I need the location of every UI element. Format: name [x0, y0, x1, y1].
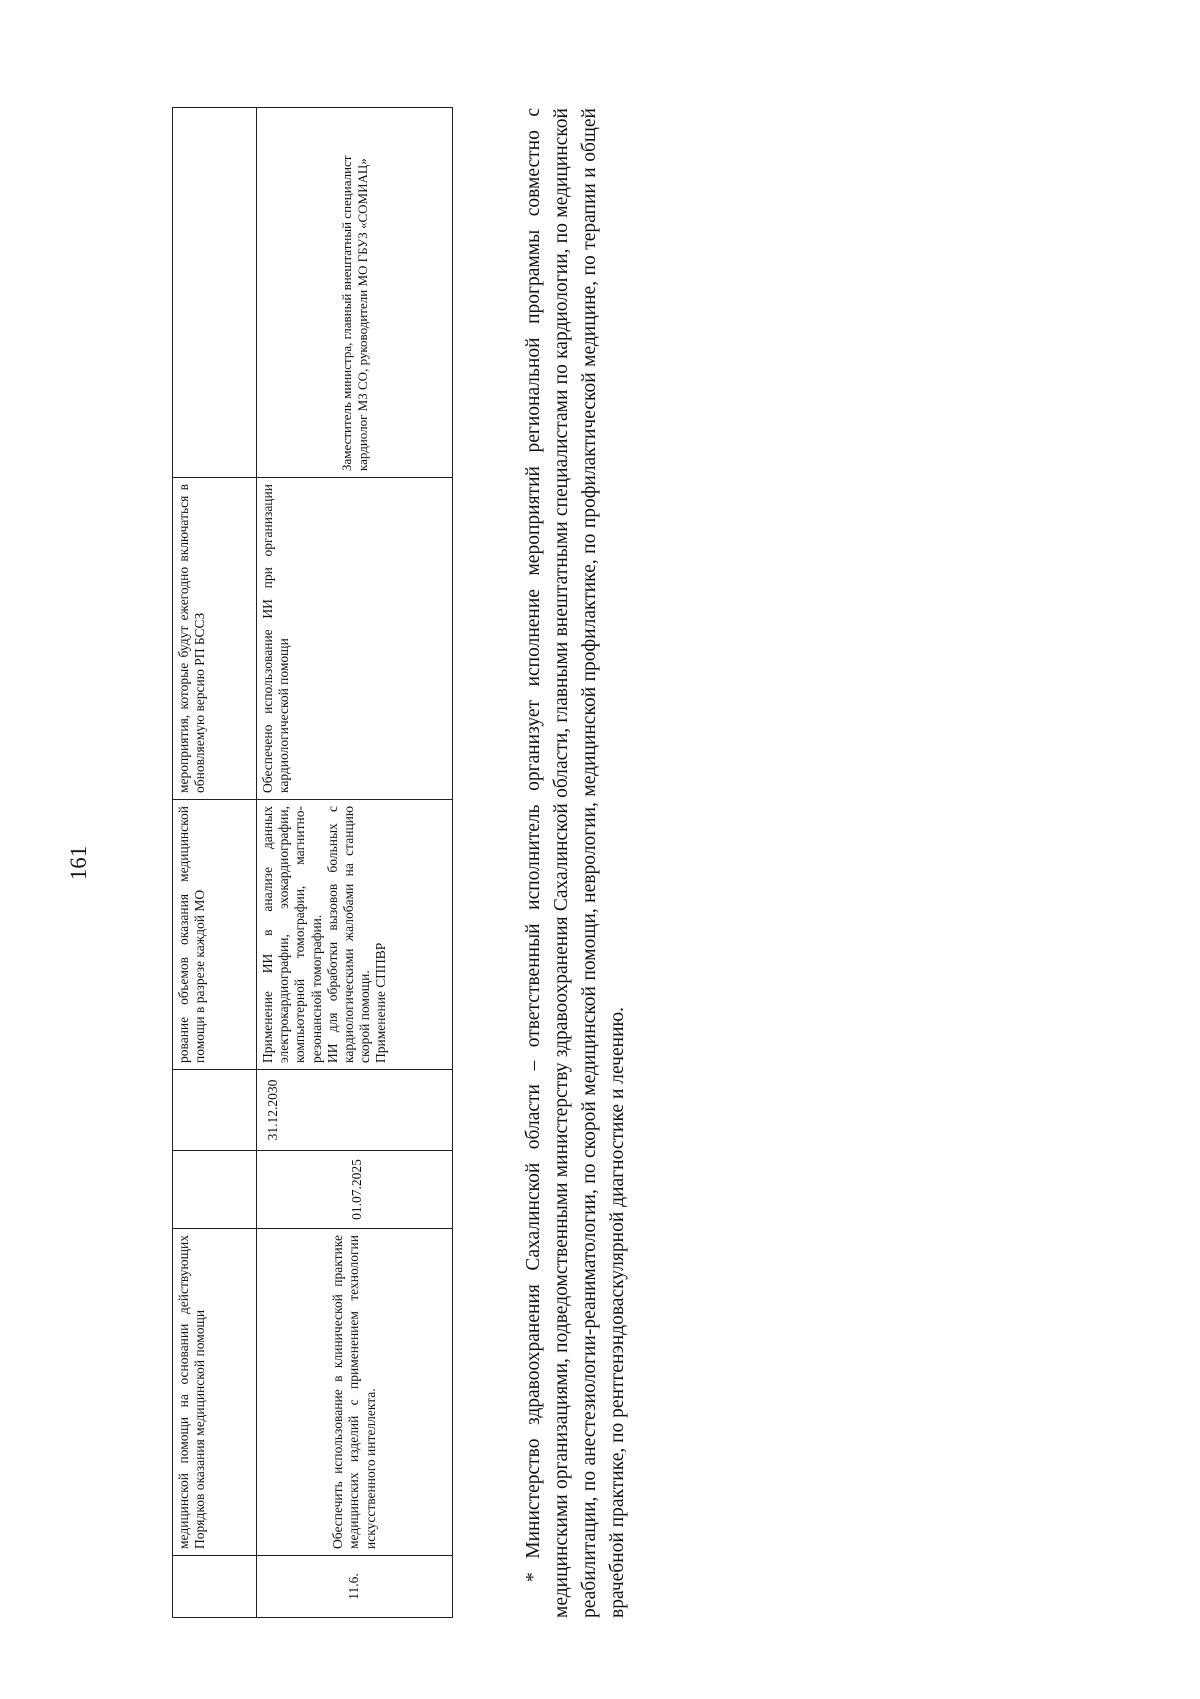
table-row: [257, 108, 453, 1618]
responsible-cell: Заместитель министра, главный внештатный специалист кардиолог МЗ СО, руководители МО ГБУЗ «СОМИАЦ»: [257, 108, 453, 478]
start-date-cell: 01.07.2025: [257, 1151, 453, 1229]
control-cell: мероприятия, которые будут ежегодно включаться в обновляемую версию РП БССЗ: [173, 478, 257, 800]
responsible-cell: [173, 108, 257, 478]
footnote: [520, 108, 632, 1618]
end-date-cell: [173, 1070, 257, 1151]
rotated-landscape-page: [66, 108, 642, 1618]
result-cell: Применение ИИ в анализе данных электрокардиографии, эхокардиографии, компьютерной томографии, магнитно-резонансной томографии. ИИ для обработки вызовов больных с кардиологическими жалобами на станцию скорой помощи. Применение СППВР: [257, 800, 453, 1070]
action-plan-table: [172, 107, 453, 1618]
task-cell: Обеспечить использование в клинической практике медицинских изделий с применением технологии искусственного интеллекта.: [257, 1229, 453, 1556]
page-number: 161: [66, 845, 91, 881]
end-date-cell: 31.12.2030: [257, 1070, 453, 1151]
result-cell: рование объемов оказания медицинской помощи в разрезе каждой МО: [173, 800, 257, 1070]
task-cell: медицинской помощи на основании действующих Порядков оказания медицинской помощи: [173, 1229, 257, 1556]
start-date-cell: [173, 1151, 257, 1229]
control-cell: Обеспечено использование ИИ при организации кардиологической помощи: [257, 478, 453, 800]
table-row: [173, 108, 257, 1618]
row-number-cell: [173, 1556, 257, 1618]
footnote-text: * Министерство здравоохранения Сахалинской области – ответственный исполнитель организует исполнение мероприятий региональной программы совместно с медицинскими организациями, подведомственными министерству здравоохранения Сахалинской области, главными внештатными специалистами по кардиологии, по медицинской реабилитации, по анестезиологии-реаниматологии, по скорой медицинской помощи, неврологии, медицинской профилактике, по профилактической медицине, по терапии и общей врачебной практике, по рентгенэндоваскулярной диагностике и лечению.: [523, 108, 628, 1618]
row-number-cell: 11.6.: [257, 1556, 453, 1618]
